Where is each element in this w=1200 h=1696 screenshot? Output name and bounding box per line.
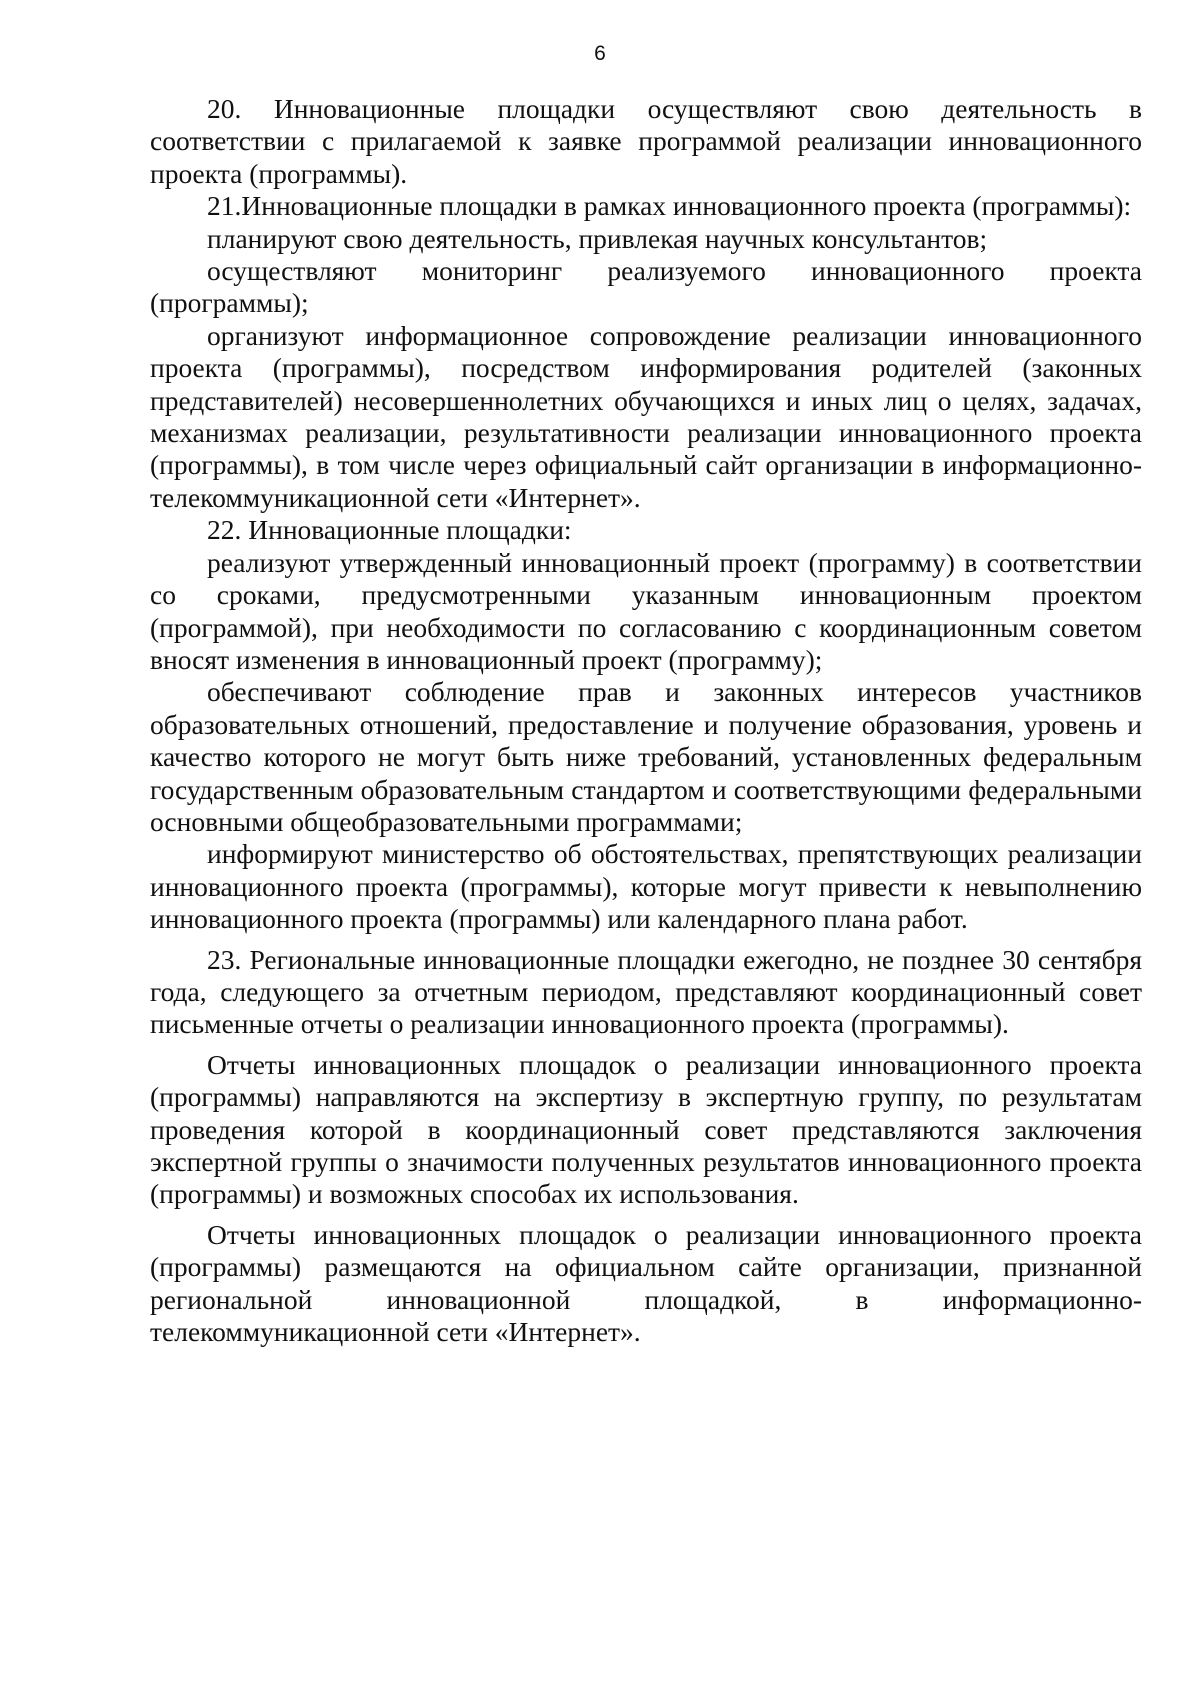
paragraph-22-item-implement: реализуют утвержденный инновационный проект (программу) в соответствии со сроками, предусмотренными указанным инновационным проектом (программой), при необходимости по согласованию с координационным советом вносят изменения в инновационный проект (программу);	[150, 546, 1142, 675]
paragraph-21-item-plan: планируют свою деятельность, привлекая научных консультантов;	[207, 222, 988, 254]
paragraph-22: 22. Инновационные площадки:	[207, 514, 572, 546]
paragraph-reports-publication: Отчеты инновационных площадок о реализации инновационного проекта (программы) размещаются на официальном сайте организации, признанной региональной инновационной площадкой, в информационно-телекоммуникационной сети «Интернет».	[150, 1218, 1142, 1348]
paragraph-22-item-rights: обеспечивают соблюдение прав и законных интересов участников образовательных отношений, предоставление и получение образования, уровень и качество которого не могут быть ниже требований, установленных федеральным государственным образовательным стандартом и соответствующими федеральными основными общеобразовательными программами;	[150, 676, 1142, 837]
paragraph-21-item-info-support: организуют информационное сопровождение реализации инновационного проекта (программы), посредством информирования родителей (законных представителей) несовершеннолетних обучающихся и иных лиц о целях, задачах, механизмах реализации, результативности реализации инновационного проекта (программы), в том числе через официальный сайт организации в информационно-телекоммуникационной сети «Интернет».	[150, 319, 1142, 513]
paragraph-reports-expertise: Отчеты инновационных площадок о реализации инновационного проекта (программы) направляются на экспертизу в экспертную группу, по результатам проведения которой в координационный совет представляются заключения экспертной группы о значимости полученных результатов инновационного проекта (программы) и возможных способах их использования.	[150, 1048, 1142, 1210]
paragraph-21: 21.Инновационные площадки в рамках инновационного проекта (программы):	[207, 190, 1132, 222]
paragraph-20: 20. Инновационные площадки осуществляют свою деятельность в соответствии с прилагаемой к заявке программой реализации инновационного проекта (программы).	[150, 93, 1142, 189]
page-number: 6	[594, 42, 606, 65]
paragraph-23: 23. Региональные инновационные площадки ежегодно, не позднее 30 сентября года, следующего за отчетным периодом, представляют координационный совет письменные отчеты о реализации инновационного проекта (программы).	[150, 943, 1142, 1040]
paragraph-22-item-inform: информируют министерство об обстоятельствах, препятствующих реализации инновационного проекта (программы), которые могут привести к невыполнению инновационного проекта (программы) или календарного плана работ.	[150, 838, 1142, 935]
document-body	[150, 93, 1142, 1348]
paragraph-21-item-monitoring: осуществляют мониторинг реализуемого инновационного проекта (программы);	[150, 255, 1142, 319]
